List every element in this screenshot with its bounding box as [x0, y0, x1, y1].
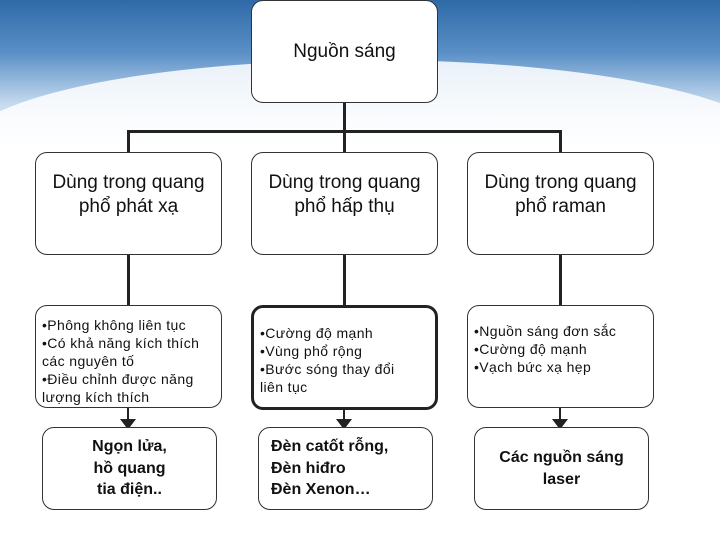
absorption-title-line2: phổ hấp thụ	[294, 195, 395, 217]
raman-feature-3: •Vạch bức xạ hẹp	[474, 359, 592, 375]
raman-title-line1: Dùng trong quang	[484, 172, 637, 193]
raman-source-line1: Các nguồn sáng	[499, 448, 624, 466]
emission-feature-5: lượng kích thích	[42, 389, 150, 405]
raman-title-line2: phổ raman	[515, 195, 606, 217]
raman-source-line2: laser	[542, 470, 581, 488]
absorption-feature-1: •Cường độ mạnh	[260, 325, 374, 341]
raman-feature-2: •Cường độ mạnh	[474, 341, 588, 357]
emission-feature-2: •Có khả năng kích thích	[42, 335, 200, 351]
raman-sources-box	[474, 427, 649, 510]
root-node	[251, 0, 438, 103]
absorption-feature-4: liên tục	[260, 379, 308, 395]
raman-feature-1: •Nguồn sáng đơn sắc	[474, 323, 617, 339]
emission-sources-box	[42, 427, 217, 510]
absorption-source-line2: Đèn hiđro	[271, 459, 346, 477]
emission-source-line2: hồ quang	[93, 459, 166, 477]
root-label: Nguồn sáng	[293, 41, 396, 62]
absorption-title-line1: Dùng trong quang	[268, 172, 421, 193]
emission-feature-3: các nguyên tố	[42, 353, 135, 369]
emission-feature-4: •Điều chỉnh được năng	[42, 371, 194, 387]
absorption-sources-box	[258, 427, 433, 510]
emission-title-line1: Dùng trong quang	[52, 172, 205, 193]
absorption-features-box	[251, 305, 438, 410]
emission-title-line2: phổ phát xạ	[78, 195, 179, 217]
raman-features-box	[467, 305, 654, 408]
emission-source-line1: Ngọn lửa,	[92, 438, 167, 456]
absorption-source-line3: Đèn Xenon…	[271, 481, 371, 499]
absorption-feature-2: •Vùng phổ rộng	[260, 343, 363, 359]
emission-source-line3: tia điện..	[97, 481, 162, 499]
emission-features-box	[35, 305, 222, 408]
raman-title-box	[467, 152, 654, 255]
emission-title-box	[35, 152, 222, 255]
emission-feature-1: •Phông không liên tục	[42, 317, 187, 333]
absorption-feature-3: •Bước sóng thay đổi	[260, 361, 395, 377]
absorption-title-box	[251, 152, 438, 255]
absorption-source-line1: Đèn catốt rỗng,	[271, 438, 389, 456]
